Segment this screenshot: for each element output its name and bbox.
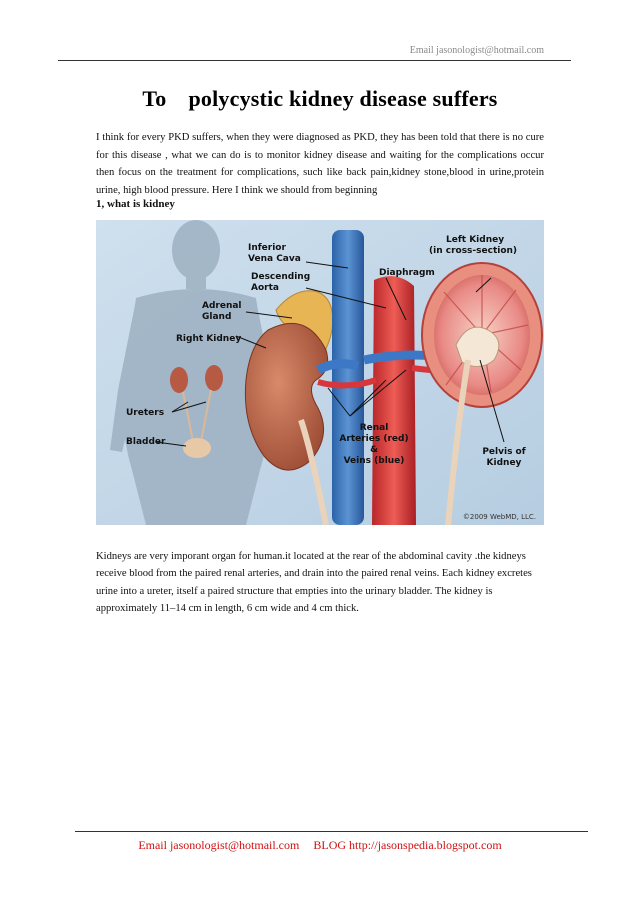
figure-copyright: ©2009 WebMD, LLC. [462,513,536,521]
descending-aorta [372,276,416,525]
label-aorta-2: Aorta [251,283,279,293]
title-part-1: To [142,86,167,111]
label-pelvis-1: Pelvis of [482,447,526,457]
header-email: Email jasonologist@hotmail.com [409,45,544,56]
header-divider [58,60,571,61]
intro-paragraph: I think for every PKD suffers, when they were diagnosed as PKD, they has been told that there is no cure for this disease , what we can do is to monitor kidney disease and waiting for the complications occur then focus on the treatment for complications, such like back pain,kidney stone,blood in urine,protein urine, high blood pressure. Here I think we should from beginning [96,132,544,196]
title-part-2: polycystic kidney disease suffers [188,86,498,111]
label-ivc-1: Inferior [248,243,286,253]
footer [0,838,640,853]
label-renal-2: Arteries (red) [339,434,409,444]
label-renal-4: Veins (blue) [343,456,405,466]
kidney-anatomy-figure [96,220,544,525]
label-adrenal-1: Adrenal [202,301,242,311]
footer-blog-link[interactable]: BLOG http://jasonspedia.blogspot.com [313,838,502,852]
label-left-kidney-1: Left Kidney [446,235,505,245]
inferior-vena-cava [332,230,364,525]
footer-divider [75,831,588,832]
label-diaphragm: Diaphragm [379,268,435,278]
kidney-description-paragraph: Kidneys are very imporant organ for human.it located at the rear of the abdominal cavity .the kidneys receive blood from the paired renal arteries, and drain into the paired renal veins. Each kidney excretes urine into a ureter, itself a paired structure that empties into the urinary bladder. The kidney is approximately 11–14 cm in length, 6 cm wide and 4 cm thick. [96,551,532,615]
label-right-kidney: Right Kidney [176,334,242,344]
label-left-kidney-2: (in cross-section) [429,246,518,256]
label-aorta-1: Descending [251,272,311,282]
label-pelvis-2: Kidney [486,458,522,468]
kidney-anatomy-illustration [96,220,544,525]
label-renal-1: Renal [359,423,389,433]
label-renal-3: & [370,445,378,455]
label-ureters: Ureters [126,408,165,418]
label-adrenal-2: Gland [202,312,232,322]
page-title [0,86,640,112]
label-bladder: Bladder [126,437,166,447]
label-ivc-2: Vena Cava [248,254,301,264]
section-heading-kidney: 1, what is kidney [96,198,175,210]
footer-email: Email jasonologist@hotmail.com [138,838,300,852]
